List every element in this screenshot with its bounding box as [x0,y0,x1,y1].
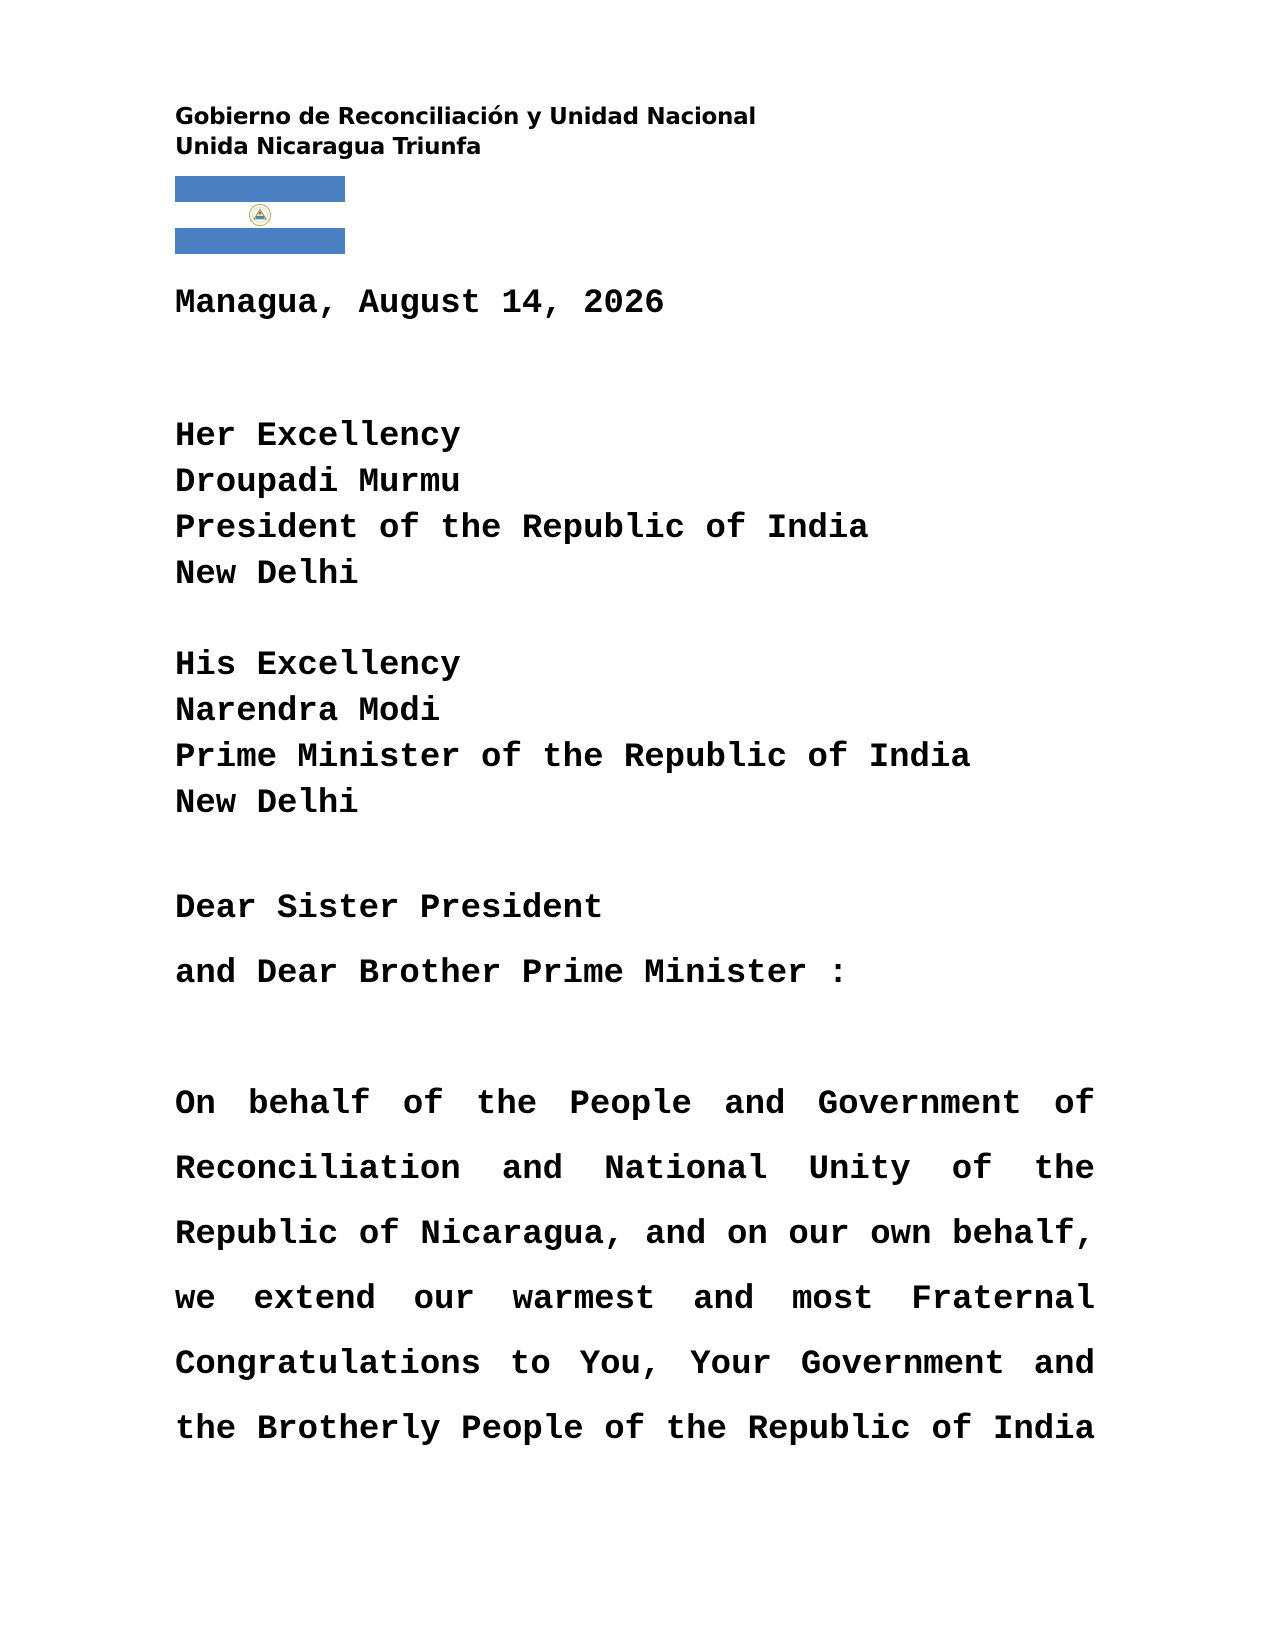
body-word: of [402,1086,444,1124]
body-word: behalf [248,1086,371,1124]
body-word: the [1033,1151,1095,1189]
recipient-pm-title: His Excellency [175,647,461,685]
salutation [175,886,848,1016]
letterhead-slogan: Unida Nicaragua Triunfa [175,134,482,160]
recipient-prime-minister [175,643,971,827]
body-word: warmest [512,1281,656,1319]
salutation-line-2: and Dear Brother Prime Minister : [175,955,849,993]
body-word: Your [690,1346,772,1384]
body-word: and [1033,1346,1095,1384]
body-word: National [604,1151,768,1189]
body-word: of [951,1151,993,1189]
body-word: we [175,1281,216,1319]
body-word: Reconciliation [175,1151,461,1189]
body-word: the [175,1411,237,1449]
letterhead-government-name: Gobierno de Reconciliación y Unidad Nacional [175,104,756,130]
body-line [175,1082,1095,1147]
body-word: on [726,1216,768,1254]
body-word: our [788,1216,850,1254]
body-word: our [413,1281,475,1319]
body-word: most [792,1281,874,1319]
letter-body [175,1082,1095,1472]
body-word: the [475,1086,538,1124]
salutation-line-1: Dear Sister President [175,890,604,928]
body-word: People [461,1411,584,1449]
body-line [175,1147,1095,1212]
recipient-pm-city: New Delhi [175,785,359,823]
body-word: Republic [747,1411,911,1449]
body-line [175,1342,1095,1407]
letterhead [175,102,756,162]
body-word: Government [800,1346,1005,1384]
recipient-president [175,414,869,598]
body-word: the [665,1411,727,1449]
recipient-pm-name: Narendra Modi [175,693,441,731]
body-word: You, [579,1346,662,1384]
body-word: Brotherly [256,1411,441,1449]
body-line [175,1407,1095,1472]
body-line [175,1277,1095,1342]
body-word: of [604,1411,646,1449]
body-word: extend [253,1281,376,1319]
body-word: Republic [175,1216,339,1254]
flag-stripe-bottom [175,228,345,254]
recipient-president-title: Her Excellency [175,418,461,456]
body-word: Fraternal [911,1281,1095,1319]
body-word: Nicaragua, [420,1216,625,1254]
body-word: and [645,1216,707,1254]
body-word: of [1054,1086,1095,1124]
recipient-president-position: President of the Republic of India [175,510,869,548]
body-word: On [175,1086,216,1124]
recipient-president-city: New Delhi [175,556,359,594]
coat-of-arms-icon [245,203,275,227]
body-word: Congratulations [175,1346,482,1384]
body-word: and [501,1151,564,1189]
body-word: to [509,1346,551,1384]
recipient-president-name: Droupadi Murmu [175,464,461,502]
body-word: and [693,1281,755,1319]
body-word: People [569,1086,692,1124]
body-word: Government [817,1086,1022,1124]
recipient-pm-position: Prime Minister of the Republic of India [175,739,971,777]
body-line [175,1212,1095,1277]
body-word: behalf, [952,1216,1095,1254]
flag-stripe-top [175,176,345,202]
body-word: of [358,1216,400,1254]
letter-date: Managua, August 14, 2026 [175,285,665,323]
body-word: Unity [808,1151,911,1189]
body-word: India [992,1411,1095,1449]
nicaragua-flag-icon [175,176,345,254]
body-word: own [870,1216,932,1254]
body-word: and [724,1086,786,1124]
body-word: of [931,1411,973,1449]
